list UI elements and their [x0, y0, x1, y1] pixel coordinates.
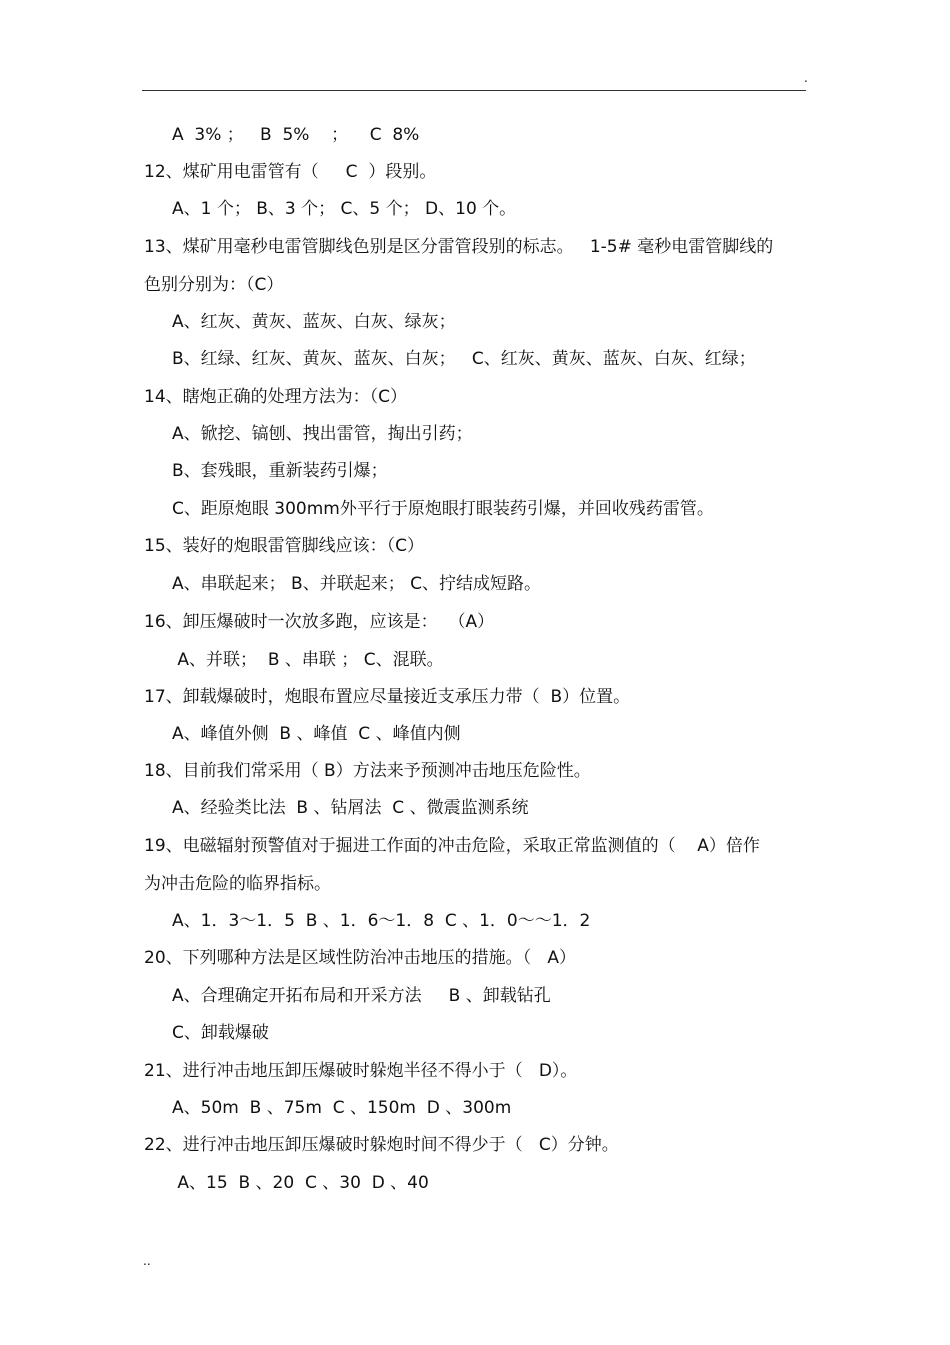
- option-line: A、经验类比法 B 、钻屑法 C 、微震监测系统: [172, 798, 529, 818]
- header-rule: [142, 90, 806, 91]
- question-line: 色别分别为：（C）: [144, 275, 284, 295]
- option-line: A、峰值外侧 B 、峰值 C 、峰值内侧: [172, 724, 461, 744]
- question-line: 16、卸压爆破时一次放多跑，应该是： （A）: [144, 612, 495, 632]
- option-line: A 3% ； B 5% ； C 8%: [172, 125, 420, 145]
- footer-mark: ..: [143, 1254, 151, 1268]
- question-line: 15、装好的炮眼雷管脚线应该：（C）: [144, 536, 425, 556]
- option-line: A、合理确定开拓布局和开采方法 B 、卸载钻孔: [172, 986, 551, 1006]
- option-line: A、15 B 、20 C 、30 D 、40: [172, 1173, 429, 1193]
- option-line: A、并联； B 、串联 ； C、混联。: [172, 650, 444, 670]
- question-line: 21、进行冲击地压卸压爆破时躲炮半径不得小于（ D）。: [144, 1061, 578, 1081]
- option-line: A、1 个； B、3 个； C、5 个； D、10 个。: [172, 199, 517, 219]
- option-line: C、距原炮眼 300mm外平行于原炮眼打眼装药引爆，并回收残药雷管。: [172, 499, 714, 519]
- question-line: 20、下列哪种方法是区域性防治冲击地压的措施。（ A）: [144, 948, 576, 968]
- question-line: 22、进行冲击地压卸压爆破时躲炮时间不得少于（ C）分钟。: [144, 1135, 619, 1155]
- option-line: B、红绿、红灰、黄灰、蓝灰、白灰； C、红灰、黄灰、蓝灰、白灰、红绿；: [172, 349, 756, 369]
- option-line: A、锨挖、镐刨、拽出雷管，掏出引药；: [172, 424, 473, 444]
- option-line: C、卸载爆破: [172, 1023, 269, 1043]
- question-line: 13、煤矿用毫秒电雷管脚线色别是区分雷管段别的标志。 1-5# 毫秒电雷管脚线的: [144, 237, 774, 257]
- question-line: 12、煤矿用电雷管有（ C ）段别。: [144, 162, 437, 182]
- option-line: A、1．3～1．5 B 、1．6～1．8 C 、1．0～～1．2: [172, 911, 591, 931]
- question-line: 19、电磁辐射预警值对于掘进工作面的冲击危险，采取正常监测值的（ A）倍作: [144, 836, 760, 856]
- option-line: A、50m B 、75m C 、150m D 、300m: [172, 1098, 512, 1118]
- question-line: 14、瞎炮正确的处理方法为：（C）: [144, 387, 408, 407]
- option-line: A、红灰、黄灰、蓝灰、白灰、绿灰；: [172, 312, 456, 332]
- question-line: 为冲击危险的临界指标。: [144, 874, 331, 894]
- question-line: 17、卸载爆破时，炮眼布置应尽量接近支承压力带（ B）位置。: [144, 687, 631, 707]
- option-line: A、串联起来； B、并联起来； C、拧结成短路。: [172, 574, 541, 594]
- question-line: 18、目前我们常采用（ B）方法来予预测冲击地压危险性。: [144, 761, 591, 781]
- option-line: B、套残眼，重新装药引爆；: [172, 461, 388, 481]
- header-mark: .: [804, 71, 808, 85]
